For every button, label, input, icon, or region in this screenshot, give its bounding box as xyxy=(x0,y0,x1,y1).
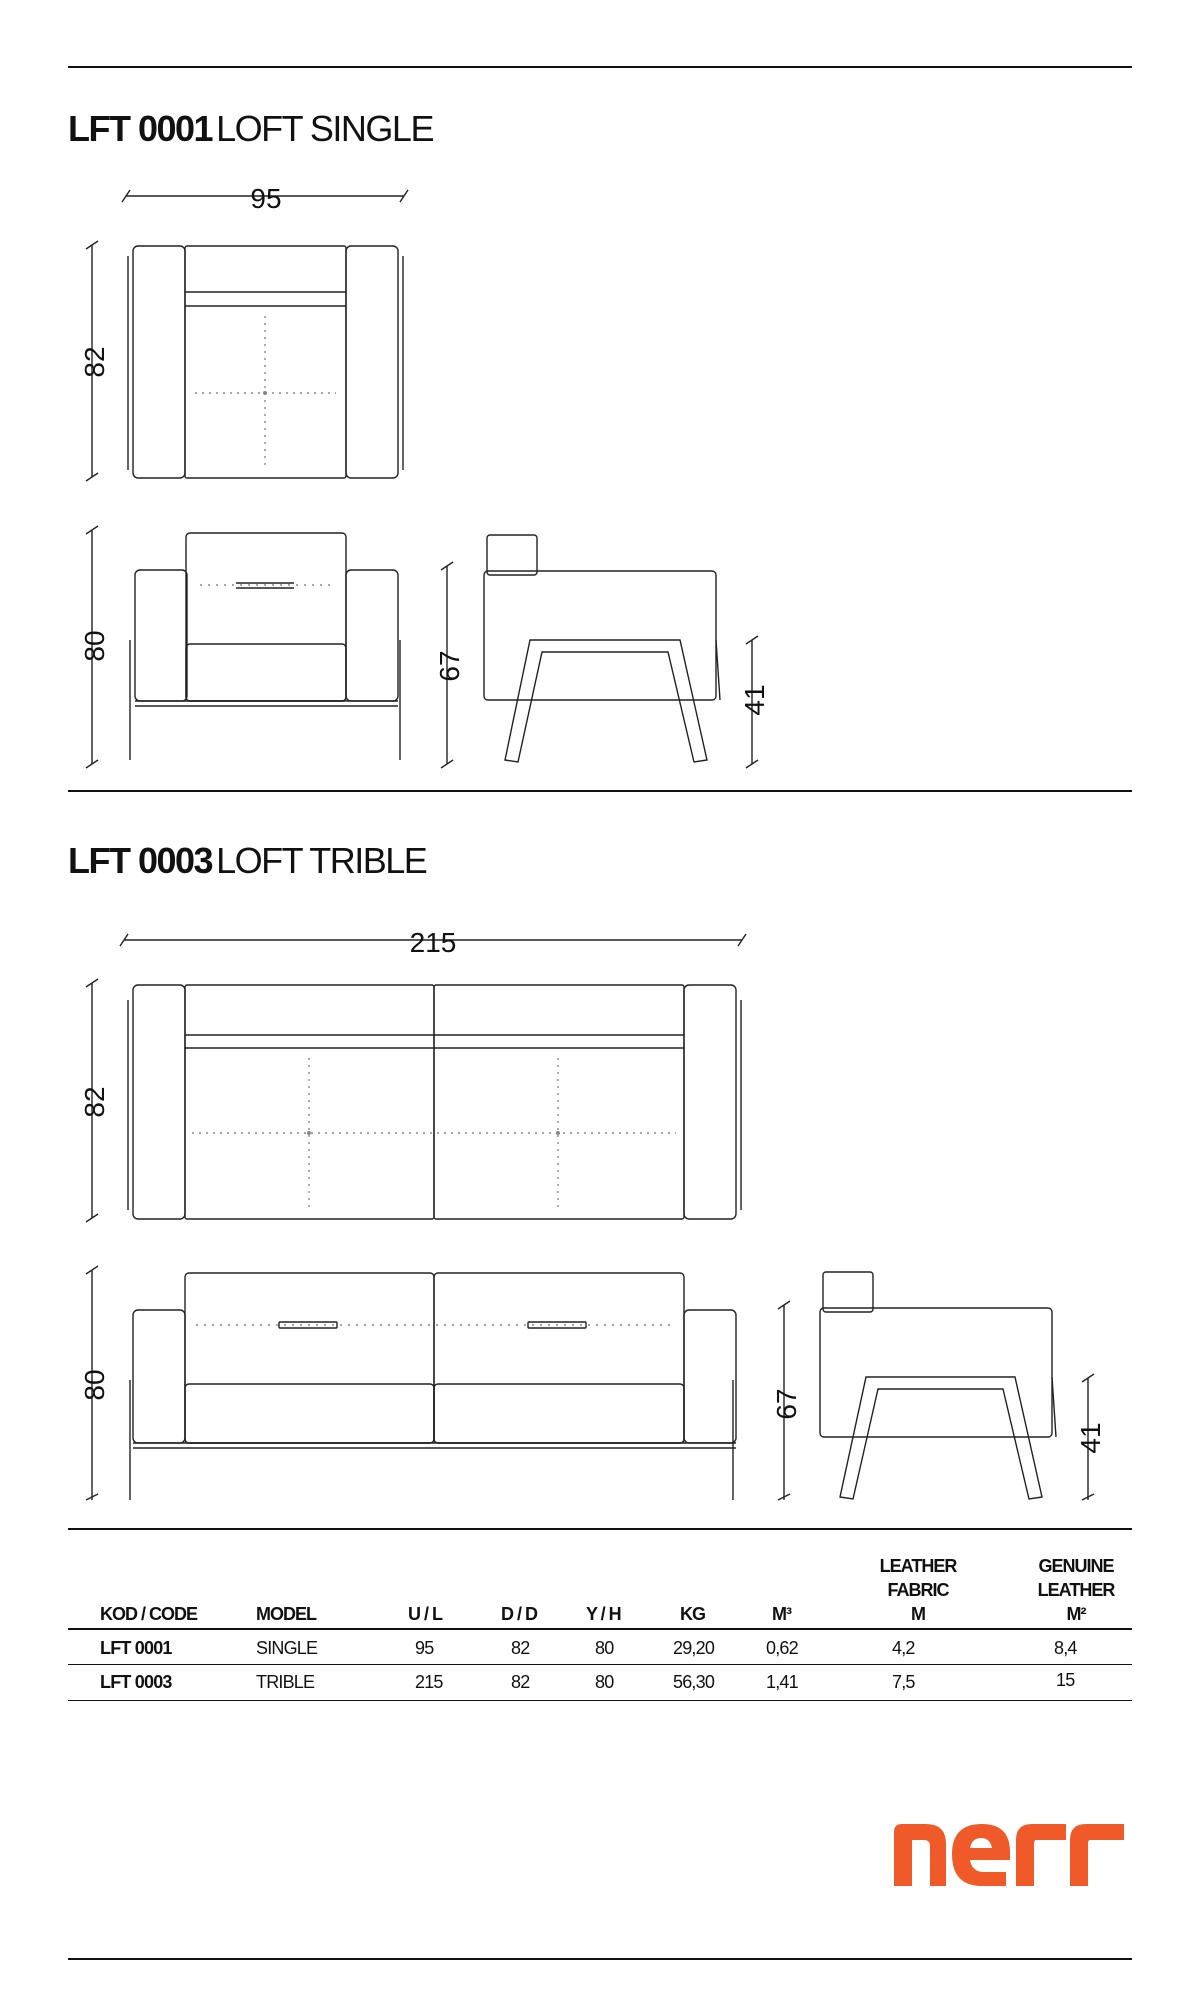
row-code: LFT 0003 xyxy=(100,1672,172,1692)
header-genuine-leather-line3: M² xyxy=(1066,1604,1086,1624)
row-depth: 82 xyxy=(511,1638,530,1658)
row-genuine-leather: 15 xyxy=(1056,1670,1075,1690)
single-drawings xyxy=(0,180,1200,780)
row-width: 215 xyxy=(415,1672,443,1692)
row-weight: 56,30 xyxy=(673,1672,715,1692)
header-code: KOD / CODE xyxy=(100,1604,198,1624)
dim-height-label: 80 xyxy=(79,630,110,662)
dim-back-height-label: 67 xyxy=(771,1388,802,1420)
row-volume: 1,41 xyxy=(766,1672,798,1692)
row-model: TRIBLE xyxy=(256,1672,315,1692)
header-genuine-leather xyxy=(1016,1554,1136,1626)
header-model: MODEL xyxy=(256,1604,316,1624)
row-leather-fabric: 7,5 xyxy=(892,1672,915,1692)
header-genuine-leather-line1: GENUINE xyxy=(1038,1556,1114,1576)
header-genuine-leather-line2: LEATHER xyxy=(1037,1580,1115,1600)
header-depth: D / D xyxy=(501,1604,538,1624)
dim-seat-height-label: 41 xyxy=(1075,1422,1106,1454)
dim-width-label: 95 xyxy=(250,183,282,214)
header-height: Y / H xyxy=(586,1604,621,1624)
table-header-rule xyxy=(68,1628,1132,1630)
dim-depth-label: 82 xyxy=(79,1086,110,1118)
row-height: 80 xyxy=(595,1672,614,1692)
dim-back-height-label: 67 xyxy=(434,650,465,682)
row-model: SINGLE xyxy=(256,1638,318,1658)
product-code: LFT 0001 xyxy=(68,108,213,149)
bottom-rule xyxy=(68,1958,1132,1960)
row-weight: 29,20 xyxy=(673,1638,715,1658)
trible-drawings xyxy=(0,920,1200,1500)
product-code: LFT 0003 xyxy=(68,840,213,881)
header-leather-fabric-line1: LEATHER xyxy=(879,1556,957,1576)
header-width: U / L xyxy=(408,1604,442,1624)
dim-seat-height-label: 41 xyxy=(739,684,770,716)
top-rule xyxy=(68,66,1132,68)
trible-side-view xyxy=(820,1272,1056,1499)
row-height: 80 xyxy=(595,1638,614,1658)
section-rule xyxy=(68,790,1132,792)
header-leather-fabric xyxy=(858,1554,978,1626)
product-title-trible xyxy=(68,840,426,882)
trible-top-view xyxy=(128,985,741,1219)
product-title-single xyxy=(68,108,433,150)
header-volume: M³ xyxy=(772,1604,791,1624)
product-name: LOFT TRIBLE xyxy=(216,840,427,881)
table-top-rule xyxy=(68,1528,1132,1530)
dim-height-label: 80 xyxy=(79,1369,110,1401)
dim-depth-label: 82 xyxy=(79,346,110,378)
header-weight: KG xyxy=(680,1604,705,1624)
header-leather-fabric-line3: M xyxy=(911,1604,925,1624)
trible-front-view xyxy=(130,1273,736,1500)
row-genuine-leather: 8,4 xyxy=(1054,1638,1077,1658)
single-top-view xyxy=(128,246,403,478)
header-leather-fabric-line2: FABRIC xyxy=(887,1580,949,1600)
product-name: LOFT SINGLE xyxy=(216,108,433,149)
brand-logo xyxy=(890,1820,1130,1890)
single-front-view xyxy=(130,533,400,760)
single-side-view xyxy=(484,535,720,762)
dim-width-label: 215 xyxy=(409,927,457,958)
row-volume: 0,62 xyxy=(766,1638,798,1658)
table-row-rule xyxy=(68,1664,1132,1665)
row-code: LFT 0001 xyxy=(100,1638,172,1658)
row-depth: 82 xyxy=(511,1672,530,1692)
row-width: 95 xyxy=(415,1638,434,1658)
table-bottom-rule xyxy=(68,1700,1132,1701)
row-leather-fabric: 4,2 xyxy=(892,1638,915,1658)
